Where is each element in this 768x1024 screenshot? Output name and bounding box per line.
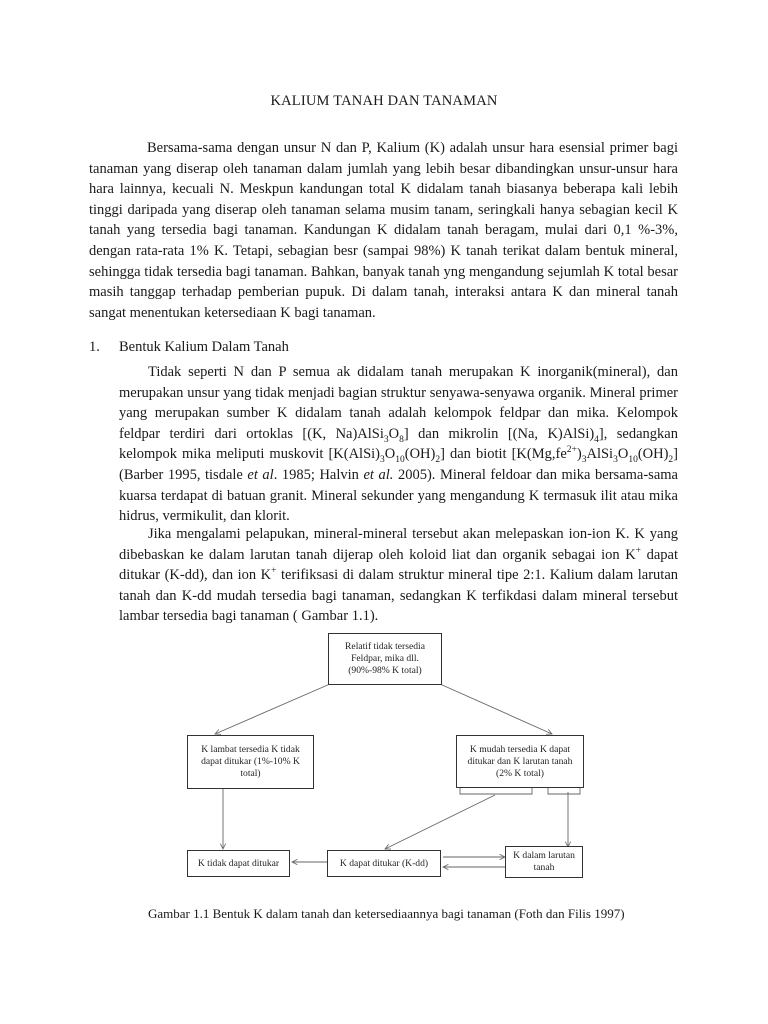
box-soil-solution: K dalam larutan tanah [505, 846, 583, 878]
box-non-exchangeable: K tidak dapat ditukar [187, 850, 290, 877]
bracket-right-box [460, 788, 580, 794]
section-number: 1. [89, 339, 100, 355]
section-title: Bentuk Kalium Dalam Tanah [119, 339, 289, 355]
page-title: KALIUM TANAH DAN TANAMAN [270, 93, 498, 109]
arrow-top-to-left [215, 684, 330, 734]
box-exchangeable: K dapat ditukar (K-dd) [327, 850, 441, 877]
figure-caption: Gambar 1.1 Bentuk K dalam tanah dan ketersediaannya bagi tanaman (Foth dan Filis 1997) [148, 906, 625, 921]
box-relatively-unavailable: Relatif tidak tersedia Feldpar, mika dll. (90%-98% K total) [328, 633, 442, 685]
section-paragraph-weathering: Jika mengalami pelapukan, mineral-mineral tersebut akan melepaskan ion-ion K. K yang dibebaskan ke dalam larutan tanah dijerap oleh koloid liat dan organik sebagai ion K+ dapat ditukar (K-dd), dan ion K+ terifiksasi di dalam struktur mineral tipe 2:1. Kalium dalam larutan tanah dan K-dd mudah tersedia bagi tanaman, sedangkan K terfikdasi dalam mineral tersebut lambar tersedia bagi tanaman ( Gambar 1.1). [119, 526, 679, 625]
box-readily-available: K mudah tersedia K dapat ditukar dan K larutan tanah (2% K total) [456, 735, 584, 788]
arrow-right-to-exchangeable [385, 795, 495, 849]
box-slowly-available: K lambat tersedia K tidak dapat ditukar (1%-10% K total) [187, 735, 314, 789]
intro-paragraph: Bersama-sama dengan unsur N dan P, Kalium (K) adalah unsur hara esensial primer bagi tanaman yang diserap oleh tanaman dalam jumlah yang lebih besar dibandingkan unsur-unsur hara hara lainnya, kecuali N. Meskpun kandungan total K didalam tanah biasanya beberapa kali lebih tinggi daripada yang diserap oleh tanaman selama musim tanam, seringkali hanya sebagian kecil K tanah yang tersedia bagi tanaman. Kandungan K didalam tanah beragam, mulai dari 0,1 %-3%, dengan rata-rata 1% K. Tetapi, sebagian besr (sampai 98%) K tanah terikat dalam bentuk mineral, sehingga tidak tersedia bagi tanaman. Bahkan, banyak tanah yng mengandung sejumlah K total besar masih tanggap terhadap pemberian pupuk. Di dalam tanah, interaksi antara K dan mineral tanah sangat menentukan ketersediaan K bagi tanaman. [89, 140, 678, 321]
arrow-top-to-right [440, 684, 552, 734]
section-paragraph-minerals: Tidak seperti N dan P semua ak didalam tanah merupakan K inorganik(mineral), dan merupakan unsur yang tidak menjadi bagian struktur senyawa-senyawa organik. Mineral primer yang merupakan sumber K didalam tanah adalah kelompok feldpar dan mika. Kelompok feldpar terdiri dari ortoklas [(K, $Na)AlSi_3O_8$] dan mikrolin [(Na, $K)AlSi)_4$], sedangkan kelompok mika meliputi muskovit $[K(AlSi)_3O_{10}(OH)_2]$ dan biotit $[K(Mg,fe^{2+})_3AlSi_3O_{10}(OH)_2]$ (Barber 1995, tisdale et al. 1985; Halvin et al. 2005). Mineral feldoar dan mika bersama-sama kuarsa terdapat di batuan granit. Mineral sekunder yang mengandung K termasuk ilit atau mika hidrus, vermikulit, dan klorit. [119, 364, 679, 525]
